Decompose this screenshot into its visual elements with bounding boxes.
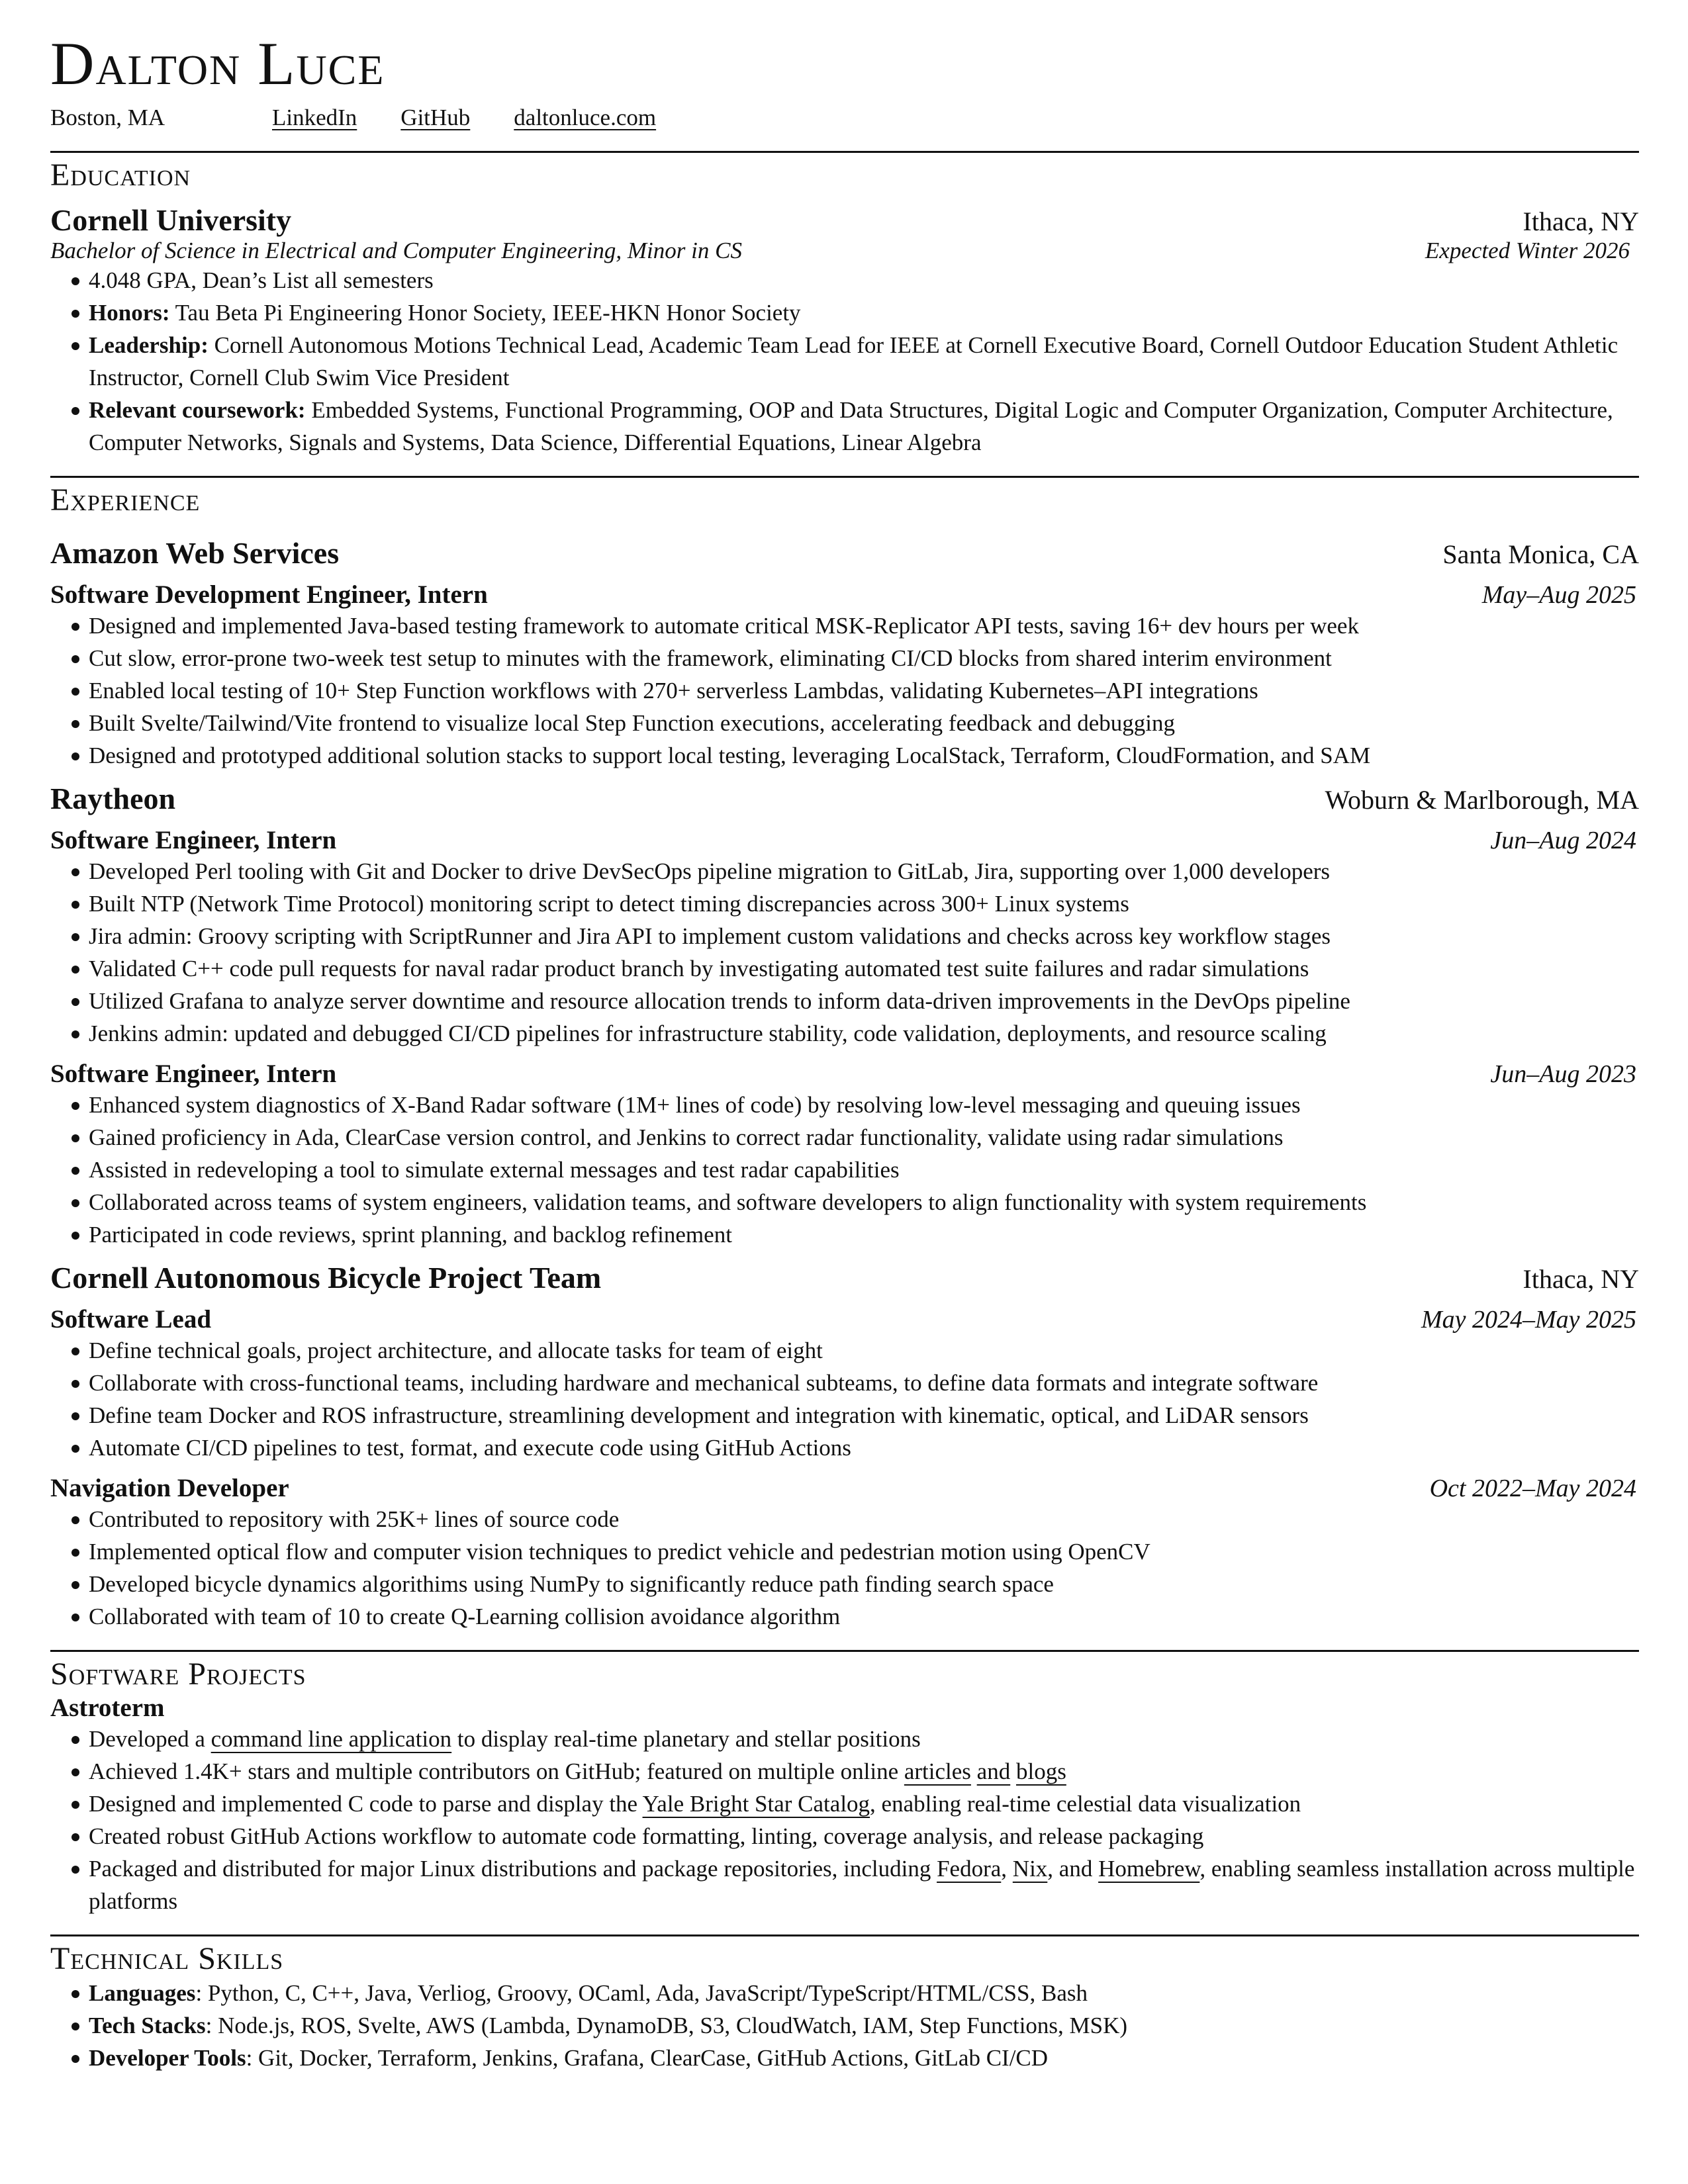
list-item: Implemented optical flow and computer vision techniques to predict vehicle and pedestrian motion using OpenCV [89,1535,1639,1568]
list-item: Utilized Grafana to analyze server downtime and resource allocation trends to inform data-driven improvements in the DevOps pipeline [89,985,1639,1017]
role-bullets [50,1503,1639,1633]
section-divider [50,476,1639,478]
list-item: Assisted in redeveloping a tool to simulate external messages and test radar capabilities [89,1154,1639,1186]
role-bullets [50,855,1639,1050]
role-title: Software Engineer, Intern [50,1060,337,1089]
role-bullets [50,610,1639,772]
github-link[interactable]: GitHub [400,105,471,130]
degree: Bachelor of Science in Electrical and Computer Engineering, Minor in CS [50,238,742,264]
list-item: Participated in code reviews, sprint planning, and backlog refinement [89,1218,1639,1251]
homebrew-link[interactable]: Homebrew [1098,1855,1200,1882]
experience-section [50,476,1639,1633]
section-divider [50,151,1639,153]
list-item: Built NTP (Network Time Protocol) monitoring script to detect timing discrepancies across 300+ Linux systems [89,887,1639,920]
command-line-app-link[interactable]: command line application [211,1725,452,1752]
list-item: Collaborated with team of 10 to create Q-Learning collision avoidance algorithm [89,1600,1639,1633]
list-item: Collaborate with cross-functional teams, including hardware and mechanical subteams, to define data formats and integrate software [89,1367,1639,1399]
list-item: Cut slow, error-prone two-week test setup to minutes with the framework, eliminating CI/CD blocks from shared interim environment [89,642,1639,674]
section-title: Education [50,158,191,193]
list-item: Languages: Python, C, C++, Java, Verliog, Groovy, OCaml, Ada, JavaScript/TypeScript/HTML/CSS, Bash [89,1977,1639,2009]
project-name: Astroterm [50,1693,165,1722]
graduation-date: Expected Winter 2026 [1425,238,1630,264]
skills-list [50,1977,1639,2074]
blogs-link[interactable]: blogs [1015,1758,1066,1784]
list-item: Built Svelte/Tailwind/Vite frontend to visualize local Step Function executions, accelerating feedback and debugging [89,707,1639,739]
projects-section [50,1650,1639,1917]
list-item: Developed bicycle dynamics algorithims using NumPy to significantly reduce path finding search space [89,1568,1639,1600]
role-title: Software Lead [50,1305,212,1334]
section-title: Software Projects [50,1657,306,1692]
role-bullets [50,1334,1639,1464]
list-item: Contributed to repository with 25K+ lines of source code [89,1503,1639,1535]
list-item: Honors: Tau Beta Pi Engineering Honor Society, IEEE-HKN Honor Society [89,296,1639,329]
yale-catalog-link[interactable]: Yale Bright Star Catalog [642,1790,870,1817]
list-item: Relevant coursework: Embedded Systems, Functional Programming, OOP and Data Structures, Digital Logic and Computer Organization, Computer Architecture, Computer Networks, Signals and Systems, Data Science, Differential Equations, Linear Algebra [89,394,1639,459]
list-item: Jenkins admin: updated and debugged CI/CD pipelines for infrastructure stability, code validation, deployments, and resource scaling [89,1017,1639,1050]
and-link[interactable]: and [976,1758,1011,1784]
list-item: Developer Tools: Git, Docker, Terraform, Jenkins, Grafana, ClearCase, GitHub Actions, GitLab CI/CD [89,2042,1639,2074]
org-name: Cornell Autonomous Bicycle Project Team [50,1261,602,1295]
list-item: Validated C++ code pull requests for naval radar product branch by investigating automated test suite failures and radar simulations [89,952,1639,985]
role-date: Jun–Aug 2023 [1490,1060,1636,1089]
candidate-name: Dalton Luce [50,30,385,97]
role-date: Jun–Aug 2024 [1490,827,1636,855]
org-location: Ithaca, NY [1523,1264,1639,1295]
list-item: Define technical goals, project architecture, and allocate tasks for team of eight [89,1334,1639,1367]
resume-page [50,26,1639,2074]
list-item: Enabled local testing of 10+ Step Function workflows with 270+ serverless Lambdas, validating Kubernetes–API integrations [89,674,1639,707]
list-item: Packaged and distributed for major Linux distributions and package repositories, including Fedora, Nix, and Homebrew, enabling seamless installation across multiple platforms [89,1852,1639,1917]
section-title: Experience [50,482,201,518]
role-date: Oct 2022–May 2024 [1429,1475,1636,1503]
org-location: Santa Monica, CA [1442,539,1639,570]
role-bullets [50,1089,1639,1251]
role-date: May–Aug 2025 [1481,581,1636,610]
role-title: Software Development Engineer, Intern [50,580,488,610]
list-item: Define team Docker and ROS infrastructure, streamlining development and integration with kinematic, optical, and LiDAR sensors [89,1399,1639,1432]
linkedin-link[interactable]: LinkedIn [272,105,357,130]
list-item: Enhanced system diagnostics of X-Band Radar software (1M+ lines of code) by resolving low-level messaging and queuing issues [89,1089,1639,1121]
education-bullets [50,264,1639,459]
articles-link[interactable]: articles [904,1758,971,1784]
contact-line [50,102,1639,134]
education-section [50,151,1639,459]
fedora-link[interactable]: Fedora [937,1855,1002,1882]
section-divider [50,1650,1639,1652]
org-location: Woburn & Marlborough, MA [1325,785,1639,815]
list-item: Developed a command line application to display real-time planetary and stellar positions [89,1723,1639,1755]
nix-link[interactable]: Nix [1012,1855,1048,1882]
project-bullets [50,1723,1639,1917]
list-item: Automate CI/CD pipelines to test, format, and execute code using GitHub Actions [89,1432,1639,1464]
list-item: Developed Perl tooling with Git and Docker to drive DevSecOps pipeline migration to GitLab, Jira, supporting over 1,000 developers [89,855,1639,887]
role-title: Navigation Developer [50,1474,289,1503]
list-item: Designed and implemented Java-based testing framework to automate critical MSK-Replicator API tests, saving 16+ dev hours per week [89,610,1639,642]
list-item: Collaborated across teams of system engineers, validation teams, and software developers to align functionality with system requirements [89,1186,1639,1218]
list-item: Jira admin: Groovy scripting with ScriptRunner and Jira API to implement custom validations and checks across key workflow stages [89,920,1639,952]
section-divider [50,1934,1639,1936]
website-link[interactable]: daltonluce.com [514,105,657,130]
section-title: Technical Skills [50,1940,284,1976]
list-item: Created robust GitHub Actions workflow to automate code formatting, linting, coverage analysis, and release packaging [89,1820,1639,1852]
list-item: Tech Stacks: Node.js, ROS, Svelte, AWS (Lambda, DynamoDB, S3, CloudWatch, IAM, Step Functions, MSK) [89,2009,1639,2042]
list-item: Achieved 1.4K+ stars and multiple contributors on GitHub; featured on multiple online articles and blogs [89,1755,1639,1788]
school-name: Cornell University [50,203,292,238]
location: Boston, MA [50,105,165,130]
skills-section [50,1934,1639,2074]
org-raytheon [50,781,1639,1251]
school-location: Ithaca, NY [1523,206,1639,237]
list-item: 4.048 GPA, Dean’s List all semesters [89,264,1639,296]
list-item: Designed and implemented C code to parse and display the Yale Bright Star Catalog, enabling real-time celestial data visualization [89,1788,1639,1820]
org-cornell-bicycle [50,1260,1639,1633]
org-name: Amazon Web Services [50,536,340,570]
list-item: Designed and prototyped additional solution stacks to support local testing, leveraging LocalStack, Terraform, CloudFormation, and SAM [89,739,1639,772]
org-aws [50,535,1639,772]
role-date: May 2024–May 2025 [1421,1306,1636,1334]
list-item: Leadership: Cornell Autonomous Motions Technical Lead, Academic Team Lead for IEEE at Cornell Executive Board, Cornell Outdoor Education Student Athletic Instructor, Cornell Club Swim Vice President [89,329,1639,394]
role-title: Software Engineer, Intern [50,826,337,855]
list-item: Gained proficiency in Ada, ClearCase version control, and Jenkins to correct radar functionality, validate using radar simulations [89,1121,1639,1154]
org-name: Raytheon [50,782,176,816]
